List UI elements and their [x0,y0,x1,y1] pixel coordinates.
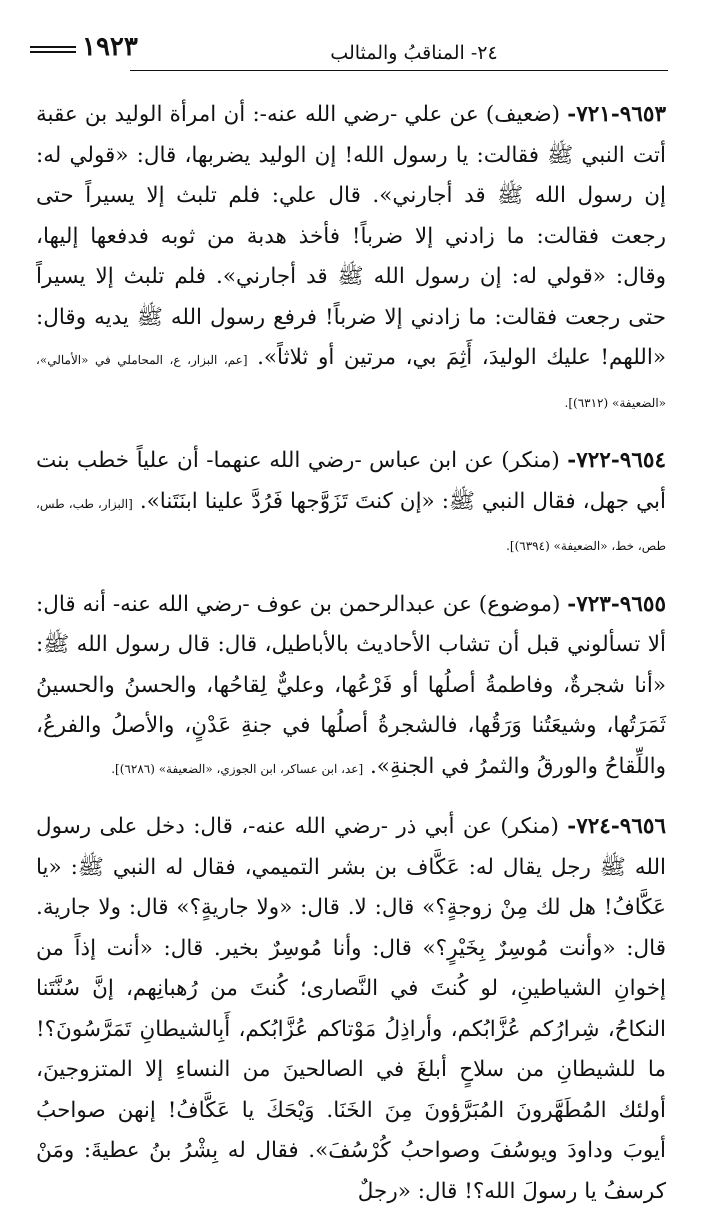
hadith-number: ٩٦٥٦-٧٢٤- [567,814,666,839]
page-number: ١٩٢٣ [30,32,138,62]
page-body [36,95,666,1212]
hadith-number: ٩٦٥٤-٧٢٢- [567,448,666,473]
hadith-9655 [36,585,666,790]
hadith-text: (ضعيف) عن علي -رضي الله عنه-: أن امرأة الوليد بن عقبة أتت النبي ﷺ فقالت: يا رسول الله! إن الوليد يضربها، قال: «قولي له: إن رسول الله ﷺ قد أجارني». قال علي: فلم تلبث إلا يسيراً حتى رجعت فقالت: ما زادني إلا ضرباً! فأخذ هدبة من ثوبه فدفعها إليها، وقال: «قولي له: إن رسول الله ﷺ قد أجارني». فلم تلبث إلا يسيراً حتى رجعت فقالت: ما زادني إلا ضرباً! فرفع رسول الله ﷺ يديه وقال: «اللهم! عليك الوليدَ، أَثِمَ بي، مرتين أو ثلاثاً». [36,102,666,370]
hadith-citation: [البزار، طب، طس، طص، خط، «الضعيفة» (٦٣٩٤)]. [36,496,666,553]
hadith-citation: [عد، ابن عساكر، ابن الجوزي، «الضعيفة» (٦٢٨٦)]. [111,761,364,776]
hadith-9656 [36,807,666,1212]
hadith-9654 [36,441,666,567]
hadith-text: (منكر) عن أبي ذر -رضي الله عنه-، قال: دخل على رسول الله ﷺ رجل يقال له: عَكَّاف بن بشر التميمي، فقال له النبي ﷺ: «يا عَكَّافُ! هل لك مِنْ زوجةٍ؟» قال: لا. قال: «ولا جاريةٍ؟» قال: ولا جارية. قال: «وأنت مُوسِرٌ بِخَيْرٍ؟» قال: وأنا مُوسِرٌ بخير. قال: «أنت إذاً من إخوانِ الشياطينِ، لو كُنتَ في النَّصارى؛ كُنتَ من رُهبانِهم، إنَّ سُنَّتَنا النكاحُ، شِرارُكم عُزَّابُكم، وأراذِلُ مَوْتاكم عُزَّابُكم، أَبِالشيطانِ تَمَرَّسُونَ؟! ما للشيطانِ من سلاحٍ أبلغَ في الصالحينَ من النساءِ إلا المتزوجينَ، أولئك المُطَهَّرونَ المُبَرَّؤونَ مِنَ الخَنَا. وَيْحَكَ يا عَكَّافُ! إنهن صواحبُ أيوبَ وداودَ ويوسُفَ وصواحبُ كُرْسُفَ». فقال له بِشْرُ بنُ عطيةَ: ومَنْ كرسفُ يا رسولَ الله؟! قال: «رجلٌ [36,814,666,1204]
running-title: ٢٤- المناقبُ والمثالب [330,42,498,64]
header-rule [130,70,668,71]
hadith-number: ٩٦٥٣-٧٢١- [567,102,666,127]
hadith-text: (منكر) عن ابن عباس -رضي الله عنهما- أن علياً خطب بنت أبي جهل، فقال النبي ﷺ: «إن كنتَ تَزَوَّجها فَرُدَّ علينا ابنَتَنا». [36,448,666,514]
hadith-text: (موضوع) عن عبدالرحمن بن عوف -رضي الله عنه- أنه قال: ألا تسألوني قبل أن تشاب الأحاديث بالأباطيل، قال: قال رسول الله ﷺ: «أنا شجرةٌ، وفاطمةُ أصلُها أو فَرْعُها، وعليٌّ لِقاحُها، والحسنُ والحسينُ ثَمَرَتُها، وشيعَتُنا وَرَقُها، فالشجرةُ أصلُها في جنةِ عَدْنٍ، والأصلُ والفرعُ، واللِّقاحُ والورقُ والثمرُ في الجنةِ». [36,591,666,779]
hadith-citation: [عم، البزار، ع، المحاملي في «الأمالي»، «الضعيفة» (٦٣١٢)]. [36,353,666,410]
hadith-9653 [36,95,666,423]
page-header [30,28,668,78]
hadith-number: ٩٦٥٥-٧٢٣- [567,591,666,617]
